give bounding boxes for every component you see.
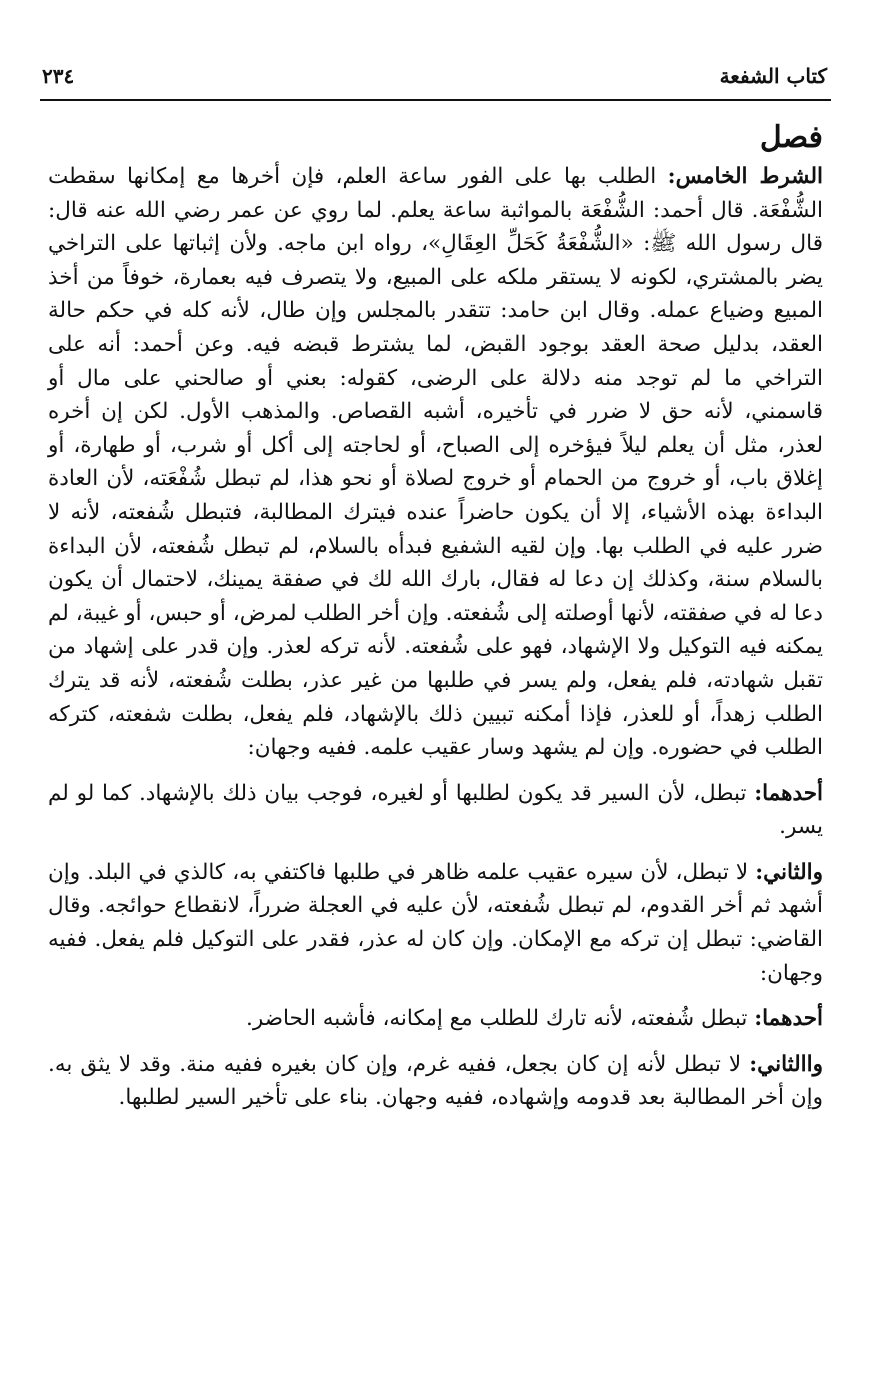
paragraph-lead: الشرط الخامس: bbox=[667, 164, 823, 189]
header-rule bbox=[40, 99, 831, 101]
paragraph-text: لا تبطل لأنه إن كان بجعل، ففيه غرم، وإن كان بغيره ففيه منة. وقد لا يثق به. وإن أخر المطالبة بعد قدومه وإشهاده، ففيه وجهان. بناء على تأخير السير لطلبها. bbox=[48, 1051, 823, 1111]
paragraph-second-view bbox=[48, 856, 823, 990]
paragraph-fifth-condition bbox=[48, 160, 823, 765]
paragraph-lead: والثاني: bbox=[755, 859, 823, 885]
paragraph-first-sub-view bbox=[48, 1002, 823, 1036]
page-body bbox=[48, 118, 823, 1115]
paragraph-lead: أحدهما: bbox=[754, 780, 823, 806]
paragraph-text: الطلب بها على الفور ساعة العلم، فإن أخرها مع إمكانها سقطت الشُّفْعَة. قال أحمد: الشُّفْعَة بالمواثبة ساعة يعلم. لما روي عن عمر رضي الله عنه قال: قال رسول الله ﷺ: «الشُّفْعَةُ كَحَلِّ العِقَالِ»، رواه ابن ماجه. ولأن إثباتها على التراخي يضر بالمشتري، لكونه لا يستقر ملكه على المبيع، ولا يتصرف فيه بعمارة، خوفاً من أخذ المبيع وضياع عمله. وقال ابن حامد: تتقدر بالمجلس وإن طال، لأنه كله في حكم حالة العقد، بدليل صحة العقد بوجود القبض، لما يشترط قبضه فيه. وعن أحمد: أنه على التراخي ما لم توجد منه دلالة على الرضى، كقوله: بعني أو صالحني على مال أو قاسمني، لأنه حق لا ضرر في تأخيره، أشبه القصاص. والمذهب الأول. لكن إن أخره لعذر، مثل أن يعلم ليلاً فيؤخره إلى الصباح، أو لحاجته إلى أكل أو شرب، أو طهارة، أو إغلاق باب، أو خروج من الحمام أو خروج لصلاة أو نحو هذا، لم تبطل شُفْعَته، لأن العادة البداءة بهذه الأشياء، إلا أن يكون حاضراً عنده فيترك المطالبة، فتبطل شُفعته، لأنه لا ضرر عليه في الطلب بها. وإن لقيه الشفيع فبدأه بالسلام، لم تبطل شُفعته، لأن البداءة بالسلام سنة، وكذلك إن دعا له فقال، بارك الله لك في صفقة يمينك، لاحتمال أن يكون دعا له في صفقته، لأنها أوصلته إلى شُفعته. وإن أخر الطلب لمرض، أو حبس، أو غيبة، لم يمكنه فيه التوكيل ولا الإشهاد، فهو على شُفعته. لأنه تركه لعذر. وإن قدر على إشهاد من تقبل شهادته، فلم يفعل، ولم يسر في طلبها من غير عذر، بطلت شُفعته، لأنه قد يترك الطلب زهداً، أو للعذر، فإذا أمكنه تبيين ذلك بالإشهاد، فلم يفعل، بطلت شفعته، كتركه الطلب في حضوره. وإن لم يشهد وسار عقيب علمه. ففيه وجهان: bbox=[48, 164, 823, 761]
paragraph-text: تبطل، لأن السير قد يكون لطلبها أو لغيره، فوجب بيان ذلك بالإشهاد. كما لو لم يسر. bbox=[48, 780, 823, 840]
section-title: فصل bbox=[759, 120, 823, 155]
page-number: ٢٣٤ bbox=[42, 64, 75, 88]
paragraph-lead: أحدهما: bbox=[754, 1006, 823, 1032]
paragraph-second-sub-view bbox=[48, 1048, 823, 1115]
paragraph-first-view bbox=[48, 777, 823, 844]
running-header bbox=[42, 58, 827, 94]
paragraph-lead: واالثاني: bbox=[749, 1051, 823, 1077]
paragraph-text: تبطل شُفعته، لأنه تارك للطلب مع إمكانه، فأشبه الحاضر. bbox=[246, 1006, 755, 1032]
paragraph-text: لا تبطل، لأن سيره عقيب علمه ظاهر في طلبها فاكتفي به، كالذي في البلد. وإن أشهد ثم أخر القدوم، لم تبطل شُفعته، لأن عليه في العجلة ضرراً، لانقطاع حوائجه. وقال القاضي: تبطل إن تركه مع الإمكان. وإن كان له عذر، فقدر على التوكيل فلم يفعل. ففيه وجهان: bbox=[48, 859, 823, 986]
book-title: كتاب الشفعة bbox=[719, 64, 827, 88]
